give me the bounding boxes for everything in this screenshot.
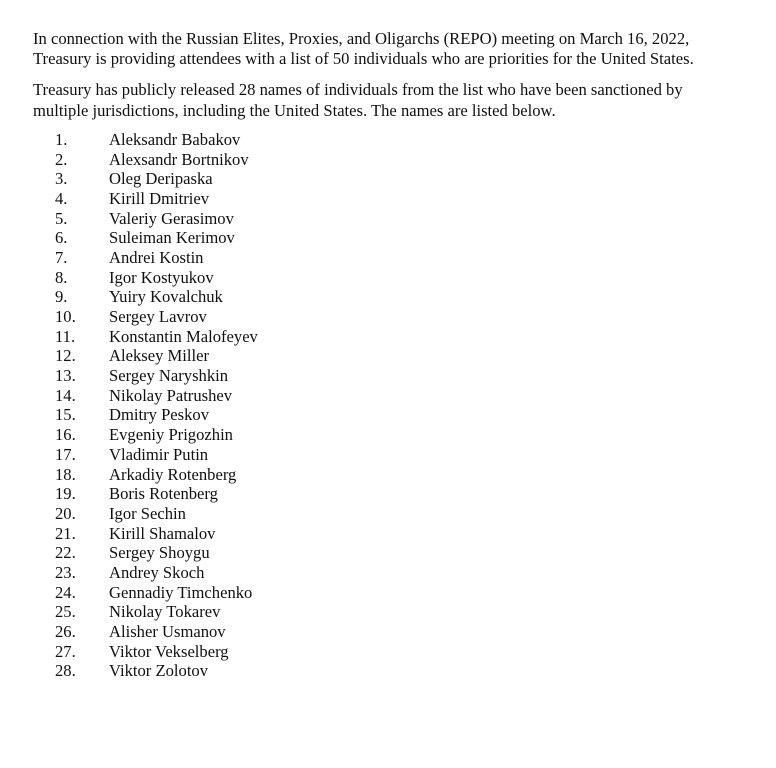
list-item-number: 8. <box>55 267 68 287</box>
list-item-name: Nikolay Patrushev <box>109 385 233 405</box>
list-item <box>33 543 733 563</box>
list-item-name: Oleg Deripaska <box>109 169 213 189</box>
list-item-name: Kirill Dmitriev <box>109 188 210 208</box>
list-item-number: 24. <box>55 582 76 602</box>
list-item-name: Yuiry Kovalchuk <box>109 287 223 307</box>
list-item <box>33 602 733 622</box>
list-item <box>33 228 733 248</box>
list-item-number: 22. <box>55 543 76 563</box>
list-item-number: 17. <box>55 444 76 464</box>
names-released-paragraph: Treasury has publicly released 28 names of individuals from the list who have been sanctioned by multiple jurisdictions, including the United States. The names are listed below. <box>33 80 683 120</box>
list-item-name: Kirill Shamalov <box>109 523 216 543</box>
list-item <box>33 504 733 524</box>
list-item-number: 15. <box>55 405 76 425</box>
list-item-number: 3. <box>55 169 68 189</box>
list-item <box>33 189 733 209</box>
list-item <box>33 386 733 406</box>
list-item-name: Konstantin Malofeyev <box>109 326 258 346</box>
list-item-number: 7. <box>55 247 68 267</box>
list-item-number: 26. <box>55 622 76 641</box>
list-item-number: 13. <box>55 366 76 386</box>
list-item <box>33 622 733 642</box>
list-item <box>33 405 733 425</box>
list-item-name: Evgeniy Prigozhin <box>109 425 233 445</box>
list-item-number: 9. <box>55 287 68 307</box>
list-item <box>33 484 733 504</box>
list-item <box>33 307 733 327</box>
list-item-name: Igor Sechin <box>109 503 186 523</box>
list-item-name: Arkadiy Rotenberg <box>109 464 237 484</box>
list-item <box>33 465 733 485</box>
list-item-number: 16. <box>55 425 76 445</box>
list-item <box>33 209 733 229</box>
list-item-name: Viktor Zolotov <box>109 661 209 681</box>
list-item <box>33 563 733 583</box>
list-item-name: Aleksandr Babakov <box>109 129 241 149</box>
list-item-name: Gennadiy Timchenko <box>109 582 253 602</box>
list-item-name: Nikolay Tokarev <box>109 602 221 622</box>
list-item-number: 27. <box>55 641 76 661</box>
list-item-number: 6. <box>55 228 68 248</box>
list-item-number: 25. <box>55 602 76 622</box>
list-item-number: 11. <box>55 326 76 346</box>
list-item-name: Valeriy Gerasimov <box>109 208 234 228</box>
list-item-name: Boris Rotenberg <box>109 484 218 504</box>
list-item-name: Sergey Shoygu <box>109 543 210 563</box>
list-item <box>33 583 733 603</box>
list-item-number: 12. <box>55 346 76 366</box>
list-item-name: Vladimir Putin <box>109 444 209 464</box>
list-item-number: 4. <box>55 188 68 208</box>
list-item <box>33 150 733 170</box>
list-item <box>33 130 733 150</box>
list-item-name: Suleiman Kerimov <box>109 228 235 248</box>
list-item-name: Dmitry Peskov <box>109 405 210 425</box>
sanctioned-names-list <box>33 130 733 681</box>
list-item <box>33 248 733 268</box>
list-item-number: 21. <box>55 523 76 543</box>
list-item <box>33 524 733 544</box>
list-item <box>33 287 733 307</box>
list-item-name: Viktor Vekselberg <box>109 641 229 661</box>
list-item-name: Aleksey Miller <box>109 346 210 366</box>
list-item-name: Alexsandr Bortnikov <box>109 149 249 169</box>
document-page <box>33 29 733 681</box>
list-item <box>33 366 733 386</box>
list-item-number: 10. <box>55 307 76 326</box>
list-item-number: 2. <box>55 149 68 169</box>
list-item <box>33 169 733 189</box>
list-item-number: 14. <box>55 385 76 405</box>
list-item-number: 5. <box>55 208 68 228</box>
list-item-number: 28. <box>55 661 76 681</box>
list-item <box>33 445 733 465</box>
list-item-name: Andrei Kostin <box>109 247 204 267</box>
list-item <box>33 346 733 366</box>
intro-paragraph: In connection with the Russian Elites, Proxies, and Oligarchs (REPO) meeting on March 16, 2022, Treasury is providing attendees with a list of 50 individuals who are priorities for the United States. <box>33 29 694 69</box>
list-item <box>33 661 733 681</box>
list-item <box>33 327 733 347</box>
list-item-name: Sergey Naryshkin <box>109 366 229 386</box>
list-item <box>33 642 733 662</box>
list-item-name: Sergey Lavrov <box>109 307 207 326</box>
list-item-number: 1. <box>55 129 68 149</box>
list-item-name: Igor Kostyukov <box>109 267 214 287</box>
list-item-number: 20. <box>55 503 76 523</box>
list-item <box>33 268 733 288</box>
list-item <box>33 425 733 445</box>
list-item-name: Alisher Usmanov <box>109 622 226 641</box>
list-item-number: 23. <box>55 562 76 582</box>
list-item-name: Andrey Skoch <box>109 562 205 582</box>
list-item-number: 18. <box>55 464 76 484</box>
list-item-number: 19. <box>55 484 76 504</box>
